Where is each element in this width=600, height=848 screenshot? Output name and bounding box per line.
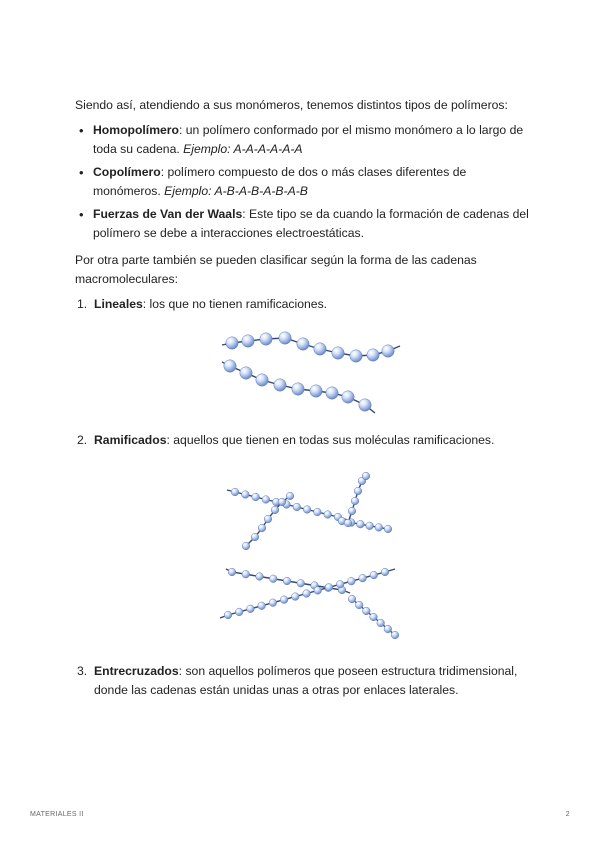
branch-up-bead	[351, 497, 359, 505]
branch-right-upper-bead	[384, 525, 392, 533]
branch-long-bead	[348, 577, 356, 585]
branch-long-bead	[280, 596, 288, 604]
branch-down-left-bead	[251, 533, 259, 541]
linear-chain-bottom-bead	[310, 385, 322, 397]
branch-long-bead	[370, 571, 378, 579]
linear-chain-bottom-bead	[326, 387, 338, 399]
list-item	[75, 205, 535, 243]
linear-chain-bottom-bead	[359, 399, 371, 411]
branch-main-upper-bead	[242, 491, 250, 499]
term: Lineales	[94, 297, 143, 311]
branch-tail-bead	[355, 601, 363, 609]
item-number: 3.	[77, 664, 88, 678]
linear-chain-bottom-bead	[274, 379, 286, 391]
branch-up-bead	[354, 487, 362, 495]
branch-tail-bead	[384, 625, 392, 633]
item-number: 1.	[77, 297, 88, 311]
branch-main-lower-bead	[297, 579, 305, 587]
branch-long-bead	[258, 602, 266, 610]
branch-long-bead	[247, 605, 255, 613]
branch-down-left-bead	[242, 542, 250, 550]
branch-long-bead	[325, 584, 333, 592]
linear-polymer-figure	[210, 325, 410, 420]
branch-main-upper-bead	[252, 493, 260, 501]
branch-main-upper-bead	[231, 488, 239, 496]
term-homopolimero: Homopolímero	[93, 123, 179, 137]
term: Ramificados	[94, 433, 167, 447]
branch-long-bead	[381, 568, 389, 576]
desc: : aquellos que tienen en todas sus moléculas ramificaciones.	[166, 433, 495, 447]
branch-up-bead	[344, 519, 352, 527]
linear-chain-top-bead	[350, 350, 362, 362]
linear-chain-top-bead	[226, 337, 238, 349]
branch-right-upper-bead	[375, 524, 383, 532]
branch-main-lower-bead	[283, 577, 291, 585]
branch-long-bead	[291, 593, 299, 601]
branch-main-upper-bead	[324, 511, 332, 519]
branch-long-bead	[303, 590, 311, 598]
term: Entrecruzados	[94, 664, 179, 678]
linear-chain-top-bead	[242, 335, 254, 347]
example: Ejemplo: A-A-A-A-A-A	[183, 142, 303, 156]
linear-chain-top-bead	[297, 338, 309, 350]
desc: : un polímero conformado por el mismo monómero a lo largo de toda su cadena.	[93, 123, 524, 156]
numbered-item-ramificados	[75, 431, 535, 450]
branch-tail-bead	[370, 613, 378, 621]
branched-polymer-figure	[210, 465, 410, 650]
shape-intro-paragraph: Por otra parte también se pueden clasificar según la forma de las cadenas macromoleculares:	[75, 253, 477, 286]
term-van-der-waals: Fuerzas de Van der Waals	[93, 207, 243, 221]
linear-chain-bottom-bead	[256, 374, 268, 386]
branch-down-left-bead	[258, 524, 266, 532]
branch-down-left-bead	[271, 506, 279, 514]
linear-chain-bottom-bead	[224, 360, 236, 372]
branch-main-upper-bead	[314, 508, 322, 516]
linear-chain-bottom-bead	[342, 391, 354, 403]
branch-right-upper-bead	[366, 522, 374, 530]
branch-down-left-bead	[278, 498, 286, 506]
polymer-types-list	[75, 121, 535, 247]
linear-chain-bottom-bead	[240, 367, 252, 379]
item-number: 2.	[77, 433, 88, 447]
list-item	[75, 121, 535, 159]
branch-main-lower-bead	[242, 570, 250, 578]
footer-title: MATERIALES II	[30, 811, 84, 818]
linear-chain-top-bead	[260, 333, 272, 345]
branch-tail-bead	[363, 607, 371, 615]
numbered-item-lineales	[75, 295, 535, 314]
linear-chain-top-bead	[367, 349, 379, 361]
branch-main-upper-bead	[262, 496, 270, 504]
page-number: 2	[565, 811, 570, 818]
linear-chain-top-bead	[314, 343, 326, 355]
branch-down-left-bead	[264, 515, 272, 523]
intro-paragraph: Siendo así, atendiendo a sus monómeros, tenemos distintos tipos de polímeros:	[75, 98, 508, 112]
desc: : son aquellos polímeros que poseen estructura tridimensional, donde las cadenas están unidas unas a otras por enlaces laterales.	[94, 664, 518, 697]
branch-tail-bead	[391, 631, 399, 639]
linear-chain-bottom-bead	[292, 383, 304, 395]
branch-up-bead	[348, 507, 356, 515]
branch-down-left-bead	[286, 492, 294, 500]
example: Ejemplo: A-B-A-B-A-B-A-B	[164, 184, 308, 198]
linear-chain-top-bead	[332, 347, 344, 359]
branch-up-bead	[362, 472, 370, 480]
branch-long-bead	[359, 574, 367, 582]
branch-long-bead	[224, 611, 232, 619]
branch-tail-bead	[377, 619, 385, 627]
branch-main-lower-bead	[269, 575, 277, 583]
term-copolimero: Copolímero	[93, 165, 161, 179]
branch-long-bead	[336, 580, 344, 588]
desc: : polímero compuesto de dos o más clases diferentes de monómeros.	[93, 165, 467, 198]
branch-long-bead	[235, 608, 243, 616]
branch-long-bead	[314, 587, 322, 595]
branch-main-upper-bead	[303, 506, 311, 514]
desc: : los que no tienen ramificaciones.	[142, 297, 328, 311]
linear-chain-top-bead	[382, 345, 394, 357]
desc: : Este tipo se da cuando la formación de cadenas del polímero se debe a interacciones electroestáticas.	[93, 207, 529, 240]
linear-chain-top-bead	[279, 332, 291, 344]
branch-right-upper-bead	[357, 520, 365, 528]
numbered-item-entrecruzados	[75, 662, 535, 700]
list-item	[75, 163, 535, 201]
branch-tail-bead	[348, 595, 356, 603]
branch-main-lower-bead	[256, 573, 264, 581]
branch-main-upper-bead	[293, 503, 301, 511]
branch-long-bead	[269, 599, 277, 607]
branch-main-lower-bead	[228, 568, 236, 576]
